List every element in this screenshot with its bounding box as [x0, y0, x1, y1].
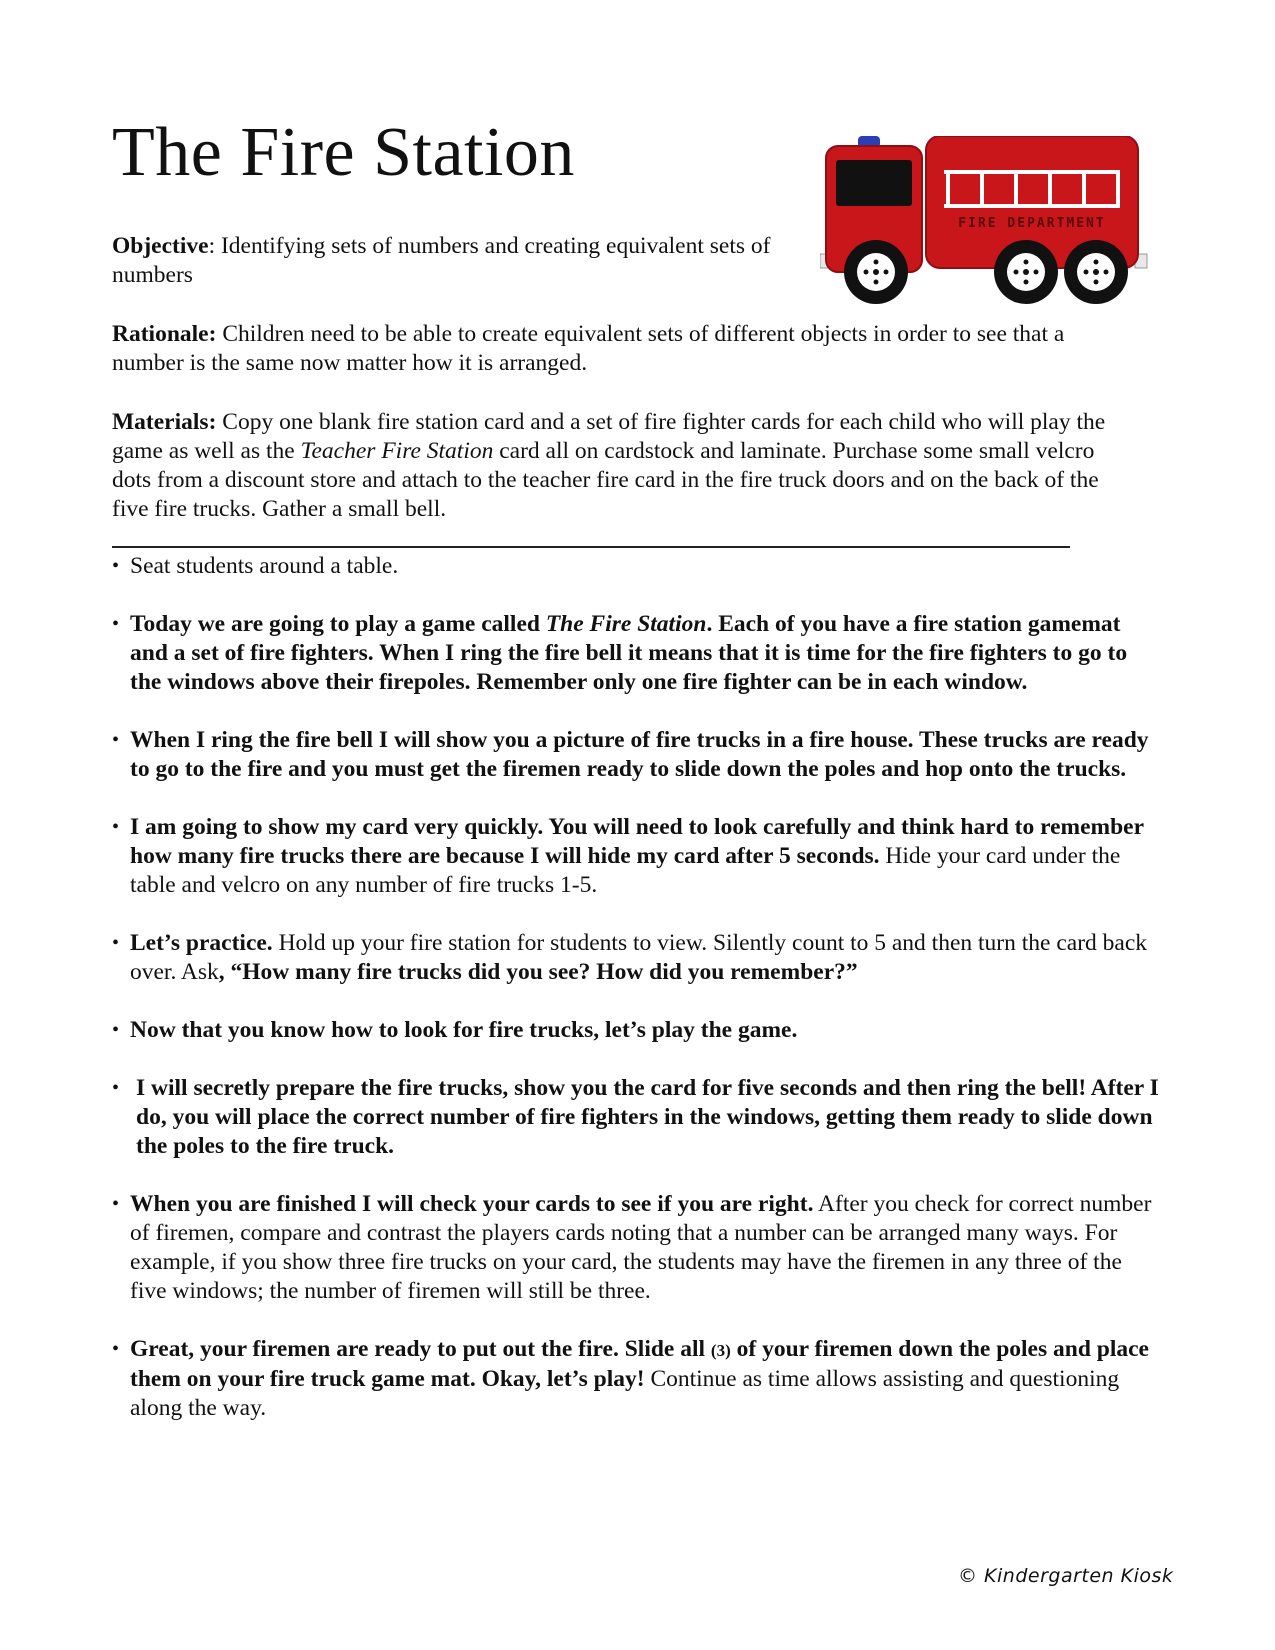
materials-italic: Teacher Fire Station	[300, 438, 494, 464]
rationale-paragraph	[112, 320, 1112, 378]
step-4	[112, 813, 1162, 900]
materials-text-1: Copy one blank fire station card and a set of fire fighter cards for each child who will play the game as well as the	[112, 409, 1106, 464]
step-9	[112, 1335, 1162, 1423]
truck-label: FIRE DEPARTMENT	[958, 216, 1106, 231]
divider	[112, 546, 1070, 548]
rationale-label: Rationale:	[112, 321, 217, 347]
step-9-bold-a: Great, your firemen are ready to put out the fire. Slide all	[130, 1336, 711, 1362]
step-9-text: Continue as time allows assisting and questioning along the way.	[130, 1366, 1120, 1421]
objective-text: : Identifying sets of numbers and creating equivalent sets of numbers	[112, 233, 771, 288]
step-5-text: Hold up your fire station for students to view. Silently count to 5 and then turn the card back over. Ask	[130, 930, 1148, 985]
step-8-text: After you check for correct number of firemen, compare and contrast the players cards noting that a number can be arranged many ways. For example, if you show three fire trucks on your card, the students may have the firemen in any three of the five windows; the number of firemen will still be three.	[130, 1191, 1152, 1304]
wheel-front	[844, 240, 908, 304]
step-1-text: Seat students around a table.	[130, 553, 399, 579]
step-6	[112, 1016, 1162, 1045]
materials-paragraph	[112, 408, 1132, 524]
fire-truck-illustration	[820, 136, 1150, 326]
steps-list	[112, 552, 1162, 1452]
page-title: The Fire Station	[112, 114, 575, 191]
step-3-text: When I ring the fire bell I will show you a picture of fire trucks in a fire house. These trucks are ready to go to the fire and you must get the firemen ready to slide down the poles and hop onto the trucks.	[130, 727, 1149, 782]
objective-paragraph	[112, 232, 802, 290]
step-2-italic: The Fire Station	[545, 611, 707, 637]
materials-text-2: card all on cardstock and laminate. Purchase some small velcro dots from a discount store and attach to the teacher fire card in the fire truck doors and on the back of the five fire trucks. Gather a small bell.	[112, 438, 1099, 522]
step-4-text: Hide your card under the table and velcro on any number of fire trucks 1-5.	[130, 843, 1121, 898]
step-2	[112, 610, 1162, 697]
step-2-text-b: . Each of you have a fire station gamemat and a set of fire fighters. When I ring the fire bell it means that it is time for the fire fighters to go to the windows above their firepoles. Remember only one fire fighter can be in each window.	[130, 611, 1128, 695]
step-7	[112, 1074, 1162, 1161]
step-2-text-a: Today we are going to play a game called	[130, 611, 546, 637]
materials-label: Materials:	[112, 409, 217, 435]
step-5-question: , “How many fire trucks did you see? How did you remember?”	[218, 959, 858, 985]
step-1	[112, 552, 1162, 581]
objective-label: Objective	[112, 233, 209, 259]
wheel-rear-2	[1064, 240, 1128, 304]
step-3	[112, 726, 1162, 784]
step-5	[112, 929, 1162, 987]
step-6-text: Now that you know how to look for fire trucks, let’s play the game.	[130, 1017, 798, 1043]
wheel-rear-1	[994, 240, 1058, 304]
step-4-bold: I am going to show my card very quickly. You will need to look carefully and think hard to remember how many fire trucks there are because I will hide my card after 5 seconds.	[130, 814, 1144, 869]
step-9-bold-b: of your firemen down the poles and place them on your fire truck game mat. Okay, let’s play!	[130, 1336, 1149, 1392]
step-5-bold: Let’s practice.	[130, 930, 273, 956]
step-7-text: I will secretly prepare the fire trucks, show you the card for five seconds and then ring the bell! After I do, you will place the correct number of fire fighters in the windows, getting them ready to slide down the poles to the fire truck.	[136, 1075, 1159, 1159]
step-9-small: (3)	[710, 1341, 731, 1360]
step-8-bold: When you are finished I will check your cards to see if you are right.	[130, 1191, 814, 1217]
rationale-text: Children need to be able to create equivalent sets of different objects in order to see that a number is the same now matter how it is arranged.	[112, 321, 1065, 376]
step-8	[112, 1190, 1162, 1306]
copyright-credit: © Kindergarten Kiosk	[958, 1565, 1174, 1587]
